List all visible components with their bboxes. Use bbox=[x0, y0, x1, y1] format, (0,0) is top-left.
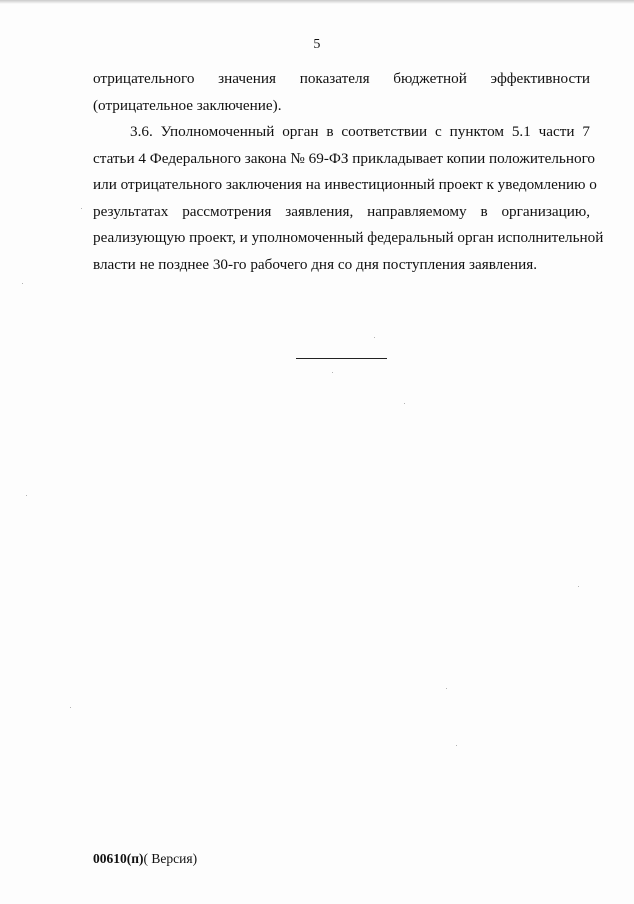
scan-speck bbox=[81, 208, 82, 209]
paragraph-3-6-line-2: статьи 4 Федерального закона № 69-ФЗ прикладывает копии положительного bbox=[93, 149, 596, 167]
scan-speck bbox=[578, 586, 579, 587]
scan-top-edge bbox=[0, 0, 634, 4]
footer-version: ( Версия) bbox=[143, 851, 198, 866]
scan-speck bbox=[404, 403, 405, 404]
scan-speck bbox=[70, 707, 71, 708]
paragraph-3-6-line-5: реализующую проект, и уполномоченный федеральный орган исполнительной bbox=[93, 229, 604, 246]
text-line-2: (отрицательное заключение). bbox=[93, 96, 282, 114]
scan-speck bbox=[332, 372, 333, 373]
paragraph-3-6-line-6: власти не позднее 30-го рабочего дня со дня поступления заявления. bbox=[93, 255, 538, 273]
paragraph-3-6-line-1: 3.6. Уполномоченный орган в соответствии с пунктом 5.1 части 7 bbox=[130, 123, 590, 140]
scan-speck bbox=[22, 283, 23, 284]
text-line-1: отрицательного значения показателя бюджетной эффективности bbox=[93, 70, 590, 87]
end-separator-line bbox=[296, 358, 387, 359]
paragraph-3-6-line-3: или отрицательного заключения на инвестиционный проект к уведомлению о bbox=[93, 176, 597, 193]
scan-speck bbox=[26, 495, 27, 496]
page-number: 5 bbox=[313, 37, 321, 52]
scan-speck bbox=[456, 745, 457, 746]
document-body bbox=[93, 66, 604, 278]
paragraph-3-6-line-4: результатах рассмотрения заявления, направляемому в организацию, bbox=[93, 202, 590, 220]
footer-code: 00610(п) bbox=[93, 851, 144, 866]
scan-speck bbox=[446, 688, 447, 689]
footer-document-code bbox=[93, 851, 197, 867]
scan-speck bbox=[374, 337, 375, 338]
